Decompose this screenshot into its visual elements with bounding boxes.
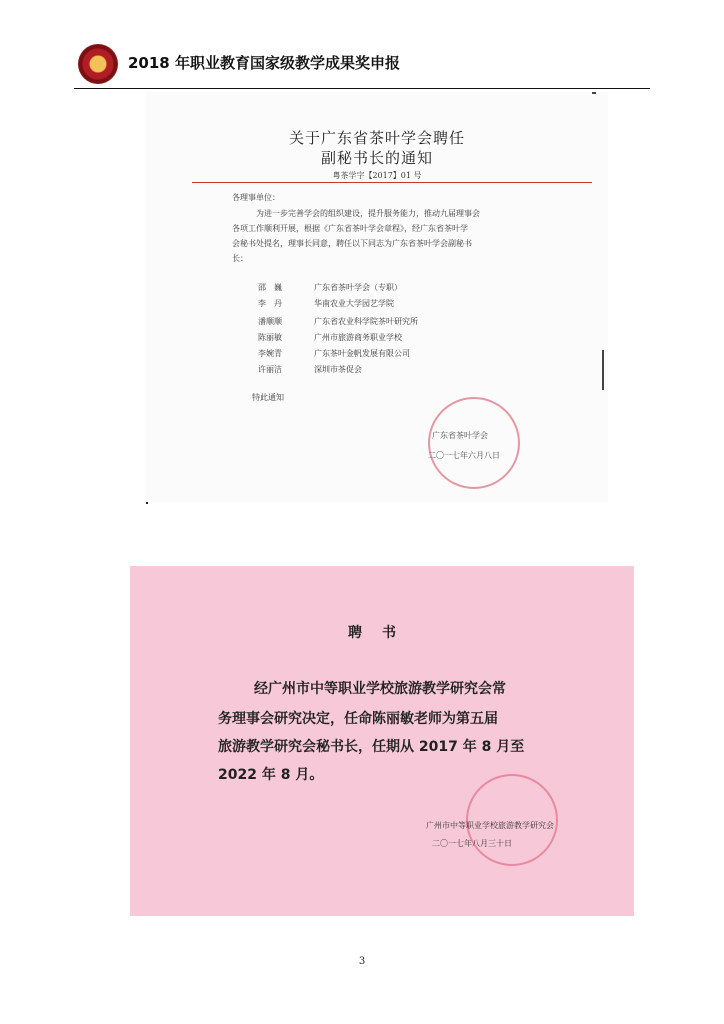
member-org: 深圳市茶促会: [314, 365, 362, 374]
member-name: 许丽洁: [258, 365, 282, 374]
notice-body-line: 各项工作顺利开展，根据《广东省茶叶学会章程》，经广东省茶叶学: [232, 224, 468, 233]
scan-mark: [602, 350, 604, 390]
letter-heading: 聘书: [348, 625, 416, 641]
notice-title-line1: 关于广东省茶叶学会聘任: [288, 129, 465, 147]
scan-mark: [592, 92, 596, 94]
member-org: 广东省茶叶学会（专职）: [314, 283, 402, 292]
letter-line: 务理事会研究决定，任命陈丽敏老师为第五届: [218, 711, 498, 727]
letter-line: 经广州市中等职业学校旅游教学研究会常: [254, 681, 506, 697]
letter-issuer: 广州市中等职业学校旅游教学研究会: [426, 821, 554, 830]
notice-body-line: 长：: [232, 254, 248, 263]
notice-scan: [146, 92, 608, 502]
page-number: 3: [358, 956, 366, 967]
member-name: 李婉青: [258, 349, 282, 358]
appointment-letter: [130, 566, 634, 916]
member-name: 陈丽敏: [258, 333, 282, 342]
member-name: 李 丹: [258, 299, 282, 308]
notice-closing: 特此通知: [252, 393, 284, 402]
notice-title-line2: 副秘书长的通知: [320, 149, 433, 167]
header-divider: [74, 88, 650, 89]
official-seal-icon: [428, 397, 520, 489]
letter-date: 二〇一七年八月三十日: [432, 839, 512, 848]
header-title: 2018 年职业教育国家级教学成果奖申报: [128, 54, 400, 72]
member-org: 广州市旅游商务职业学校: [314, 333, 402, 342]
member-org: 广东省农业科学院茶叶研究所: [314, 317, 418, 326]
notice-body-line: 会秘书处提名，理事长同意，聘任以下同志为广东省茶叶学会副秘书: [232, 239, 472, 248]
notice-issuer: 广东省茶叶学会: [432, 431, 488, 440]
notice-body-line: 为进一步完善学会的组织建设，提升服务能力，推动九届理事会: [256, 209, 480, 218]
notice-salutation: 各理事单位：: [232, 193, 280, 202]
member-org: 华南农业大学园艺学院: [314, 299, 394, 308]
member-name: 潘顺顺: [258, 317, 282, 326]
member-org: 广东茶叶金帆发展有限公司: [314, 349, 410, 358]
notice-doc-number: 粤茶学字【2017】01 号: [332, 171, 422, 180]
letter-line: 旅游教学研究会秘书长，任期从 2017 年 8 月至: [218, 739, 525, 755]
letter-line: 2022 年 8 月。: [218, 767, 324, 783]
red-divider: [192, 182, 592, 183]
notice-date: 二〇一七年六月八日: [428, 451, 500, 460]
award-logo-icon: [78, 44, 118, 84]
page-header: [0, 0, 724, 90]
member-name: 邵 巍: [258, 283, 282, 292]
